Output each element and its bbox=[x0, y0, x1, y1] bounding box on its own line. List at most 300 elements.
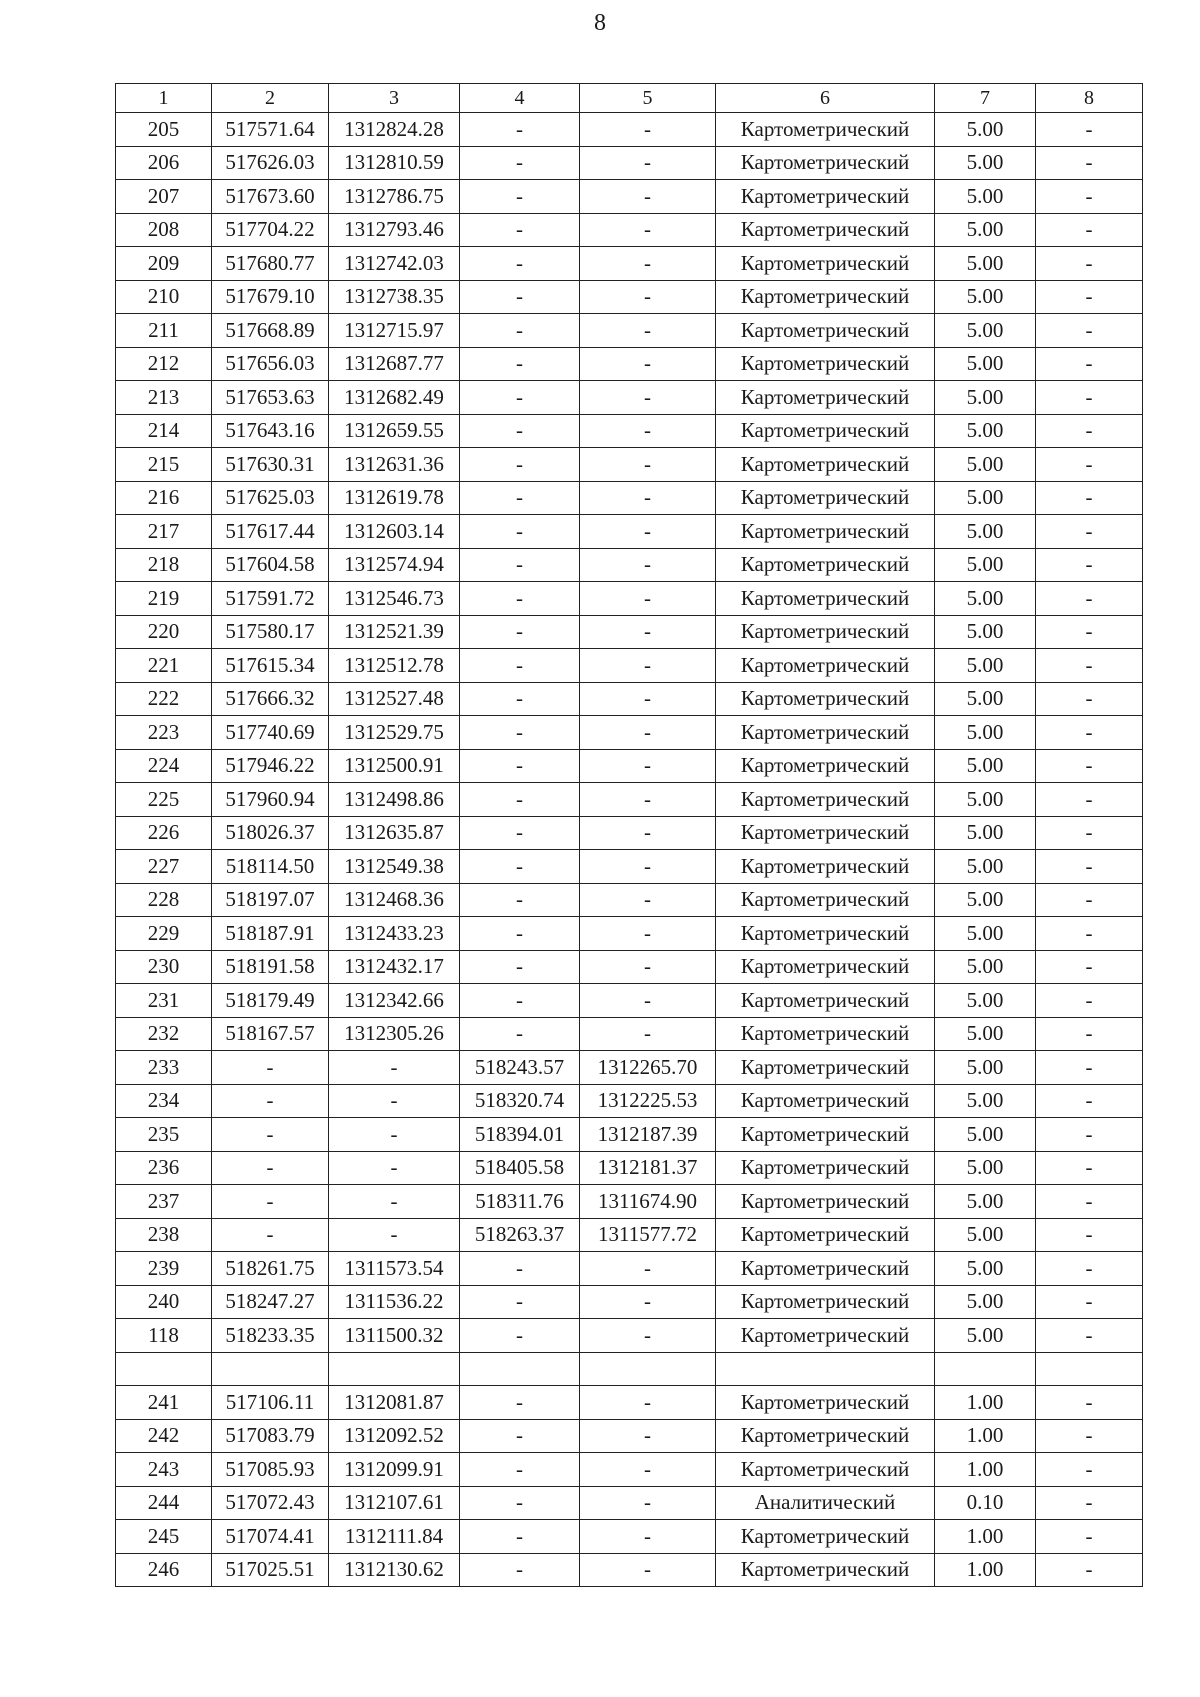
table-cell: - bbox=[1036, 749, 1143, 783]
table-cell: 518179.49 bbox=[212, 984, 329, 1018]
table-cell: 517679.10 bbox=[212, 280, 329, 314]
table-cell: - bbox=[580, 749, 716, 783]
table-cell: 518261.75 bbox=[212, 1252, 329, 1286]
table-cell: 517085.93 bbox=[212, 1453, 329, 1487]
table-cell: 517946.22 bbox=[212, 749, 329, 783]
table-cell: - bbox=[460, 783, 580, 817]
table-cell bbox=[212, 1352, 329, 1386]
table-cell: 1311536.22 bbox=[329, 1285, 460, 1319]
table-cell: 221 bbox=[116, 649, 212, 683]
table-cell: 5.00 bbox=[935, 649, 1036, 683]
table-cell: - bbox=[1036, 280, 1143, 314]
table-cell: 1312092.52 bbox=[329, 1419, 460, 1453]
table-cell: - bbox=[580, 1319, 716, 1353]
table-cell: 1312619.78 bbox=[329, 481, 460, 515]
table-cell: 517615.34 bbox=[212, 649, 329, 683]
table-cell: 205 bbox=[116, 113, 212, 147]
table-cell: 237 bbox=[116, 1185, 212, 1219]
table-cell: - bbox=[212, 1051, 329, 1085]
table-cell: 518187.91 bbox=[212, 917, 329, 951]
table-cell: - bbox=[460, 1486, 580, 1520]
table-cell: 5.00 bbox=[935, 950, 1036, 984]
table-cell: - bbox=[460, 582, 580, 616]
table-cell: 517630.31 bbox=[212, 448, 329, 482]
table-cell: 517072.43 bbox=[212, 1486, 329, 1520]
table-cell: - bbox=[212, 1218, 329, 1252]
table-cell: - bbox=[580, 515, 716, 549]
table-cell: 517626.03 bbox=[212, 146, 329, 180]
table-cell: 1312111.84 bbox=[329, 1520, 460, 1554]
table-cell: 5.00 bbox=[935, 1051, 1036, 1085]
table-cell: 5.00 bbox=[935, 749, 1036, 783]
table-row bbox=[116, 582, 1143, 616]
table-cell: 1312265.70 bbox=[580, 1051, 716, 1085]
table-cell: 517673.60 bbox=[212, 180, 329, 214]
table-cell: - bbox=[1036, 1285, 1143, 1319]
table-cell: Картометрический bbox=[716, 1185, 935, 1219]
table-row bbox=[116, 850, 1143, 884]
table-cell: 224 bbox=[116, 749, 212, 783]
table-cell: 1.00 bbox=[935, 1520, 1036, 1554]
table-body bbox=[116, 84, 1143, 1587]
table-cell: 228 bbox=[116, 883, 212, 917]
table-cell: - bbox=[1036, 649, 1143, 683]
table-row bbox=[116, 883, 1143, 917]
table-cell: Аналитический bbox=[716, 1486, 935, 1520]
table-row bbox=[116, 1285, 1143, 1319]
table-cell: - bbox=[580, 247, 716, 281]
table-cell: 1312107.61 bbox=[329, 1486, 460, 1520]
table-cell: 5.00 bbox=[935, 548, 1036, 582]
table-row bbox=[116, 1051, 1143, 1085]
table-cell: - bbox=[460, 749, 580, 783]
table-cell: 211 bbox=[116, 314, 212, 348]
table-cell: 5.00 bbox=[935, 582, 1036, 616]
table-cell: 227 bbox=[116, 850, 212, 884]
table-cell: Картометрический bbox=[716, 1386, 935, 1420]
table-cell: - bbox=[1036, 1319, 1143, 1353]
table-cell: 517083.79 bbox=[212, 1419, 329, 1453]
table-cell: Картометрический bbox=[716, 1520, 935, 1554]
table-cell: - bbox=[460, 1017, 580, 1051]
table-cell: - bbox=[460, 1453, 580, 1487]
table-cell: - bbox=[1036, 1185, 1143, 1219]
table-cell: - bbox=[1036, 1252, 1143, 1286]
table-row bbox=[116, 1553, 1143, 1587]
table-row bbox=[116, 615, 1143, 649]
table-row bbox=[116, 213, 1143, 247]
table-cell: 208 bbox=[116, 213, 212, 247]
table-cell: - bbox=[460, 816, 580, 850]
table-cell: 1312527.48 bbox=[329, 682, 460, 716]
table-cell: - bbox=[1036, 1218, 1143, 1252]
table-cell: Картометрический bbox=[716, 783, 935, 817]
table-cell: Картометрический bbox=[716, 548, 935, 582]
table-cell: - bbox=[580, 280, 716, 314]
table-cell: - bbox=[1036, 783, 1143, 817]
table-cell: Картометрический bbox=[716, 1553, 935, 1587]
table-row bbox=[116, 749, 1143, 783]
table-cell: - bbox=[1036, 247, 1143, 281]
table-cell: 5.00 bbox=[935, 615, 1036, 649]
table-cell: - bbox=[1036, 615, 1143, 649]
table-cell: - bbox=[1036, 816, 1143, 850]
table-row bbox=[116, 448, 1143, 482]
table-cell: - bbox=[580, 716, 716, 750]
table-cell: - bbox=[1036, 347, 1143, 381]
table-row bbox=[116, 1520, 1143, 1554]
table-cell: - bbox=[1036, 1386, 1143, 1420]
table-cell: - bbox=[580, 1486, 716, 1520]
table-row bbox=[116, 515, 1143, 549]
table-cell: - bbox=[1036, 984, 1143, 1018]
table-cell: 1.00 bbox=[935, 1419, 1036, 1453]
header-cell: 2 bbox=[212, 84, 329, 113]
table-cell: - bbox=[580, 1553, 716, 1587]
table-cell: - bbox=[580, 950, 716, 984]
table-cell: - bbox=[1036, 113, 1143, 147]
table-cell: 518320.74 bbox=[460, 1084, 580, 1118]
table-row bbox=[116, 783, 1143, 817]
table-cell: - bbox=[212, 1118, 329, 1152]
table-cell: 1312546.73 bbox=[329, 582, 460, 616]
table-cell: 1312521.39 bbox=[329, 615, 460, 649]
table-cell: 5.00 bbox=[935, 1151, 1036, 1185]
table-cell: - bbox=[460, 1285, 580, 1319]
table-cell: 5.00 bbox=[935, 1185, 1036, 1219]
table-row bbox=[116, 481, 1143, 515]
table-cell: Картометрический bbox=[716, 883, 935, 917]
table-cell: 1312529.75 bbox=[329, 716, 460, 750]
table-cell: - bbox=[580, 314, 716, 348]
table-cell: Картометрический bbox=[716, 213, 935, 247]
table-cell: - bbox=[460, 414, 580, 448]
table-cell: 517074.41 bbox=[212, 1520, 329, 1554]
table-cell: Картометрический bbox=[716, 615, 935, 649]
table-cell: - bbox=[580, 1453, 716, 1487]
table-cell: Картометрический bbox=[716, 1285, 935, 1319]
table-cell: Картометрический bbox=[716, 1051, 935, 1085]
table-cell: 215 bbox=[116, 448, 212, 482]
header-cell: 3 bbox=[329, 84, 460, 113]
table-cell: 517653.63 bbox=[212, 381, 329, 415]
table-cell: - bbox=[460, 1386, 580, 1420]
table-cell: 5.00 bbox=[935, 448, 1036, 482]
header-cell: 4 bbox=[460, 84, 580, 113]
table-cell: - bbox=[460, 615, 580, 649]
table-cell: - bbox=[1036, 917, 1143, 951]
table-cell: 226 bbox=[116, 816, 212, 850]
table-cell: - bbox=[460, 448, 580, 482]
table-cell: - bbox=[580, 146, 716, 180]
table-cell: - bbox=[460, 247, 580, 281]
table-cell: 5.00 bbox=[935, 1084, 1036, 1118]
table-cell: Картометрический bbox=[716, 347, 935, 381]
table-row bbox=[116, 816, 1143, 850]
table-cell: 232 bbox=[116, 1017, 212, 1051]
table-cell: Картометрический bbox=[716, 682, 935, 716]
table-row bbox=[116, 950, 1143, 984]
table-cell: 517666.32 bbox=[212, 682, 329, 716]
table-cell: - bbox=[580, 917, 716, 951]
table-cell: - bbox=[329, 1218, 460, 1252]
table-cell: - bbox=[1036, 213, 1143, 247]
table-cell: 1311500.32 bbox=[329, 1319, 460, 1353]
table-row bbox=[116, 1218, 1143, 1252]
table-row bbox=[116, 247, 1143, 281]
table-cell: - bbox=[460, 917, 580, 951]
table-cell: - bbox=[1036, 548, 1143, 582]
table-row bbox=[116, 1386, 1143, 1420]
table-cell: 5.00 bbox=[935, 314, 1036, 348]
table-row bbox=[116, 1319, 1143, 1353]
table-cell: - bbox=[580, 1419, 716, 1453]
table-cell: 231 bbox=[116, 984, 212, 1018]
table-cell: 1312099.91 bbox=[329, 1453, 460, 1487]
table-cell: 517625.03 bbox=[212, 481, 329, 515]
table-cell: Картометрический bbox=[716, 1319, 935, 1353]
table-cell bbox=[460, 1352, 580, 1386]
table-cell: - bbox=[460, 481, 580, 515]
table-cell: - bbox=[460, 649, 580, 683]
table-row bbox=[116, 1084, 1143, 1118]
table-cell: - bbox=[329, 1084, 460, 1118]
table-cell: 5.00 bbox=[935, 146, 1036, 180]
table-cell: - bbox=[1036, 1419, 1143, 1453]
header-cell: 1 bbox=[116, 84, 212, 113]
table-cell: - bbox=[580, 213, 716, 247]
table-cell: Картометрический bbox=[716, 950, 935, 984]
table-cell bbox=[935, 1352, 1036, 1386]
header-cell: 6 bbox=[716, 84, 935, 113]
table-cell: 0.10 bbox=[935, 1486, 1036, 1520]
table-cell: 518394.01 bbox=[460, 1118, 580, 1152]
table-cell: Картометрический bbox=[716, 649, 935, 683]
table-cell: 241 bbox=[116, 1386, 212, 1420]
table-cell: - bbox=[1036, 1151, 1143, 1185]
table-cell: 1312081.87 bbox=[329, 1386, 460, 1420]
table-cell: 1312715.97 bbox=[329, 314, 460, 348]
table-row bbox=[116, 381, 1143, 415]
table-cell: - bbox=[580, 783, 716, 817]
table-row bbox=[116, 548, 1143, 582]
table-cell: 517680.77 bbox=[212, 247, 329, 281]
table-cell: 518191.58 bbox=[212, 950, 329, 984]
table-cell: Картометрический bbox=[716, 816, 935, 850]
table-cell: 517571.64 bbox=[212, 113, 329, 147]
table-cell: 1312549.38 bbox=[329, 850, 460, 884]
table-cell: 5.00 bbox=[935, 113, 1036, 147]
table-cell: 5.00 bbox=[935, 180, 1036, 214]
table-cell: 1312824.28 bbox=[329, 113, 460, 147]
table-cell: - bbox=[1036, 1051, 1143, 1085]
table-cell: 246 bbox=[116, 1553, 212, 1587]
table-cell: 5.00 bbox=[935, 783, 1036, 817]
table-cell: - bbox=[580, 1252, 716, 1286]
table-cell: - bbox=[460, 213, 580, 247]
table-cell: - bbox=[580, 448, 716, 482]
table-cell: 1312603.14 bbox=[329, 515, 460, 549]
table-cell: 5.00 bbox=[935, 1118, 1036, 1152]
table-cell: - bbox=[329, 1118, 460, 1152]
table-row bbox=[116, 716, 1143, 750]
table-cell: - bbox=[460, 1553, 580, 1587]
table-cell: 219 bbox=[116, 582, 212, 616]
table-cell: Картометрический bbox=[716, 850, 935, 884]
table-cell: Картометрический bbox=[716, 984, 935, 1018]
table-cell: 1312512.78 bbox=[329, 649, 460, 683]
table-cell: - bbox=[460, 950, 580, 984]
table-cell: Картометрический bbox=[716, 481, 935, 515]
table-cell: Картометрический bbox=[716, 1151, 935, 1185]
table-row bbox=[116, 146, 1143, 180]
table-cell: 517580.17 bbox=[212, 615, 329, 649]
table-cell: 230 bbox=[116, 950, 212, 984]
table-cell: 1312574.94 bbox=[329, 548, 460, 582]
table-cell: 517617.44 bbox=[212, 515, 329, 549]
table-cell: - bbox=[460, 515, 580, 549]
table-cell: 517604.58 bbox=[212, 548, 329, 582]
table-cell: - bbox=[1036, 448, 1143, 482]
table-cell: - bbox=[460, 548, 580, 582]
table-cell: 518405.58 bbox=[460, 1151, 580, 1185]
table-cell: 242 bbox=[116, 1419, 212, 1453]
table-cell: 5.00 bbox=[935, 850, 1036, 884]
table-row bbox=[116, 984, 1143, 1018]
table-row bbox=[116, 649, 1143, 683]
table-cell: - bbox=[580, 1285, 716, 1319]
table-row bbox=[116, 682, 1143, 716]
table-cell: 212 bbox=[116, 347, 212, 381]
table-cell: - bbox=[580, 347, 716, 381]
table-cell bbox=[329, 1352, 460, 1386]
table-cell: 240 bbox=[116, 1285, 212, 1319]
table-row bbox=[116, 1151, 1143, 1185]
table-row bbox=[116, 1352, 1143, 1386]
table-cell: 1312742.03 bbox=[329, 247, 460, 281]
table-cell: 1.00 bbox=[935, 1553, 1036, 1587]
table-cell: 517656.03 bbox=[212, 347, 329, 381]
table-cell: 518247.27 bbox=[212, 1285, 329, 1319]
table-cell: - bbox=[1036, 1553, 1143, 1587]
table-cell: 1312225.53 bbox=[580, 1084, 716, 1118]
table-cell: 1312738.35 bbox=[329, 280, 460, 314]
table-cell: - bbox=[580, 548, 716, 582]
table-cell: - bbox=[1036, 146, 1143, 180]
table-cell: 245 bbox=[116, 1520, 212, 1554]
table-cell: 210 bbox=[116, 280, 212, 314]
table-cell: 1312433.23 bbox=[329, 917, 460, 951]
table-cell bbox=[1036, 1352, 1143, 1386]
table-cell: - bbox=[1036, 682, 1143, 716]
header-cell: 5 bbox=[580, 84, 716, 113]
table-row bbox=[116, 180, 1143, 214]
table-row bbox=[116, 1252, 1143, 1286]
table-cell: - bbox=[1036, 515, 1143, 549]
table-cell: Картометрический bbox=[716, 1419, 935, 1453]
table-cell: 5.00 bbox=[935, 414, 1036, 448]
table-cell: 5.00 bbox=[935, 1252, 1036, 1286]
table-cell: - bbox=[1036, 1084, 1143, 1118]
table-cell: 234 bbox=[116, 1084, 212, 1118]
table-cell: - bbox=[460, 113, 580, 147]
table-cell: 1312810.59 bbox=[329, 146, 460, 180]
table-cell: - bbox=[1036, 582, 1143, 616]
table-cell: 5.00 bbox=[935, 1017, 1036, 1051]
table-cell: 1312187.39 bbox=[580, 1118, 716, 1152]
table-cell: 5.00 bbox=[935, 883, 1036, 917]
table-cell: - bbox=[329, 1185, 460, 1219]
table-row bbox=[116, 1118, 1143, 1152]
table-cell: 238 bbox=[116, 1218, 212, 1252]
table-cell: - bbox=[212, 1084, 329, 1118]
table-cell: - bbox=[460, 347, 580, 381]
table-cell: 518233.35 bbox=[212, 1319, 329, 1353]
table-cell: 518197.07 bbox=[212, 883, 329, 917]
table-cell: 1312786.75 bbox=[329, 180, 460, 214]
table-cell: 1311674.90 bbox=[580, 1185, 716, 1219]
table-cell: 233 bbox=[116, 1051, 212, 1085]
table-cell: - bbox=[460, 850, 580, 884]
table-row bbox=[116, 113, 1143, 147]
table-cell: - bbox=[580, 1017, 716, 1051]
table-cell: Картометрический bbox=[716, 113, 935, 147]
table-cell: 5.00 bbox=[935, 1285, 1036, 1319]
table-cell: - bbox=[1036, 716, 1143, 750]
table-row bbox=[116, 314, 1143, 348]
table-cell: 1312631.36 bbox=[329, 448, 460, 482]
table-cell: Картометрический bbox=[716, 1084, 935, 1118]
table-cell: 214 bbox=[116, 414, 212, 448]
table-cell: 222 bbox=[116, 682, 212, 716]
table-cell: 223 bbox=[116, 716, 212, 750]
table-cell: 5.00 bbox=[935, 515, 1036, 549]
table-cell: 1312305.26 bbox=[329, 1017, 460, 1051]
table-cell: - bbox=[460, 1419, 580, 1453]
header-cell: 7 bbox=[935, 84, 1036, 113]
table-cell: 517960.94 bbox=[212, 783, 329, 817]
table-cell: 5.00 bbox=[935, 1218, 1036, 1252]
table-cell: 1312468.36 bbox=[329, 883, 460, 917]
table-cell: Картометрический bbox=[716, 314, 935, 348]
table-cell: - bbox=[580, 582, 716, 616]
table-cell: - bbox=[1036, 1453, 1143, 1487]
table-cell bbox=[580, 1352, 716, 1386]
table-cell bbox=[116, 1352, 212, 1386]
table-cell: Картометрический bbox=[716, 180, 935, 214]
table-cell: - bbox=[580, 984, 716, 1018]
table-cell: - bbox=[460, 984, 580, 1018]
table-cell: Картометрический bbox=[716, 381, 935, 415]
table-cell: - bbox=[460, 716, 580, 750]
table-cell: - bbox=[460, 314, 580, 348]
table-cell: - bbox=[1036, 481, 1143, 515]
table-cell: 5.00 bbox=[935, 347, 1036, 381]
table-cell: 1.00 bbox=[935, 1453, 1036, 1487]
table-cell: - bbox=[580, 850, 716, 884]
table-cell: Картометрический bbox=[716, 1118, 935, 1152]
table-cell: Картометрический bbox=[716, 247, 935, 281]
table-cell: Картометрический bbox=[716, 1453, 935, 1487]
table-row bbox=[116, 1017, 1143, 1051]
table-row bbox=[116, 1486, 1143, 1520]
table-cell: - bbox=[580, 615, 716, 649]
table-cell: 517740.69 bbox=[212, 716, 329, 750]
table-cell: Картометрический bbox=[716, 1252, 935, 1286]
table-cell: - bbox=[460, 280, 580, 314]
table-cell: - bbox=[1036, 1017, 1143, 1051]
table-cell: - bbox=[1036, 950, 1143, 984]
